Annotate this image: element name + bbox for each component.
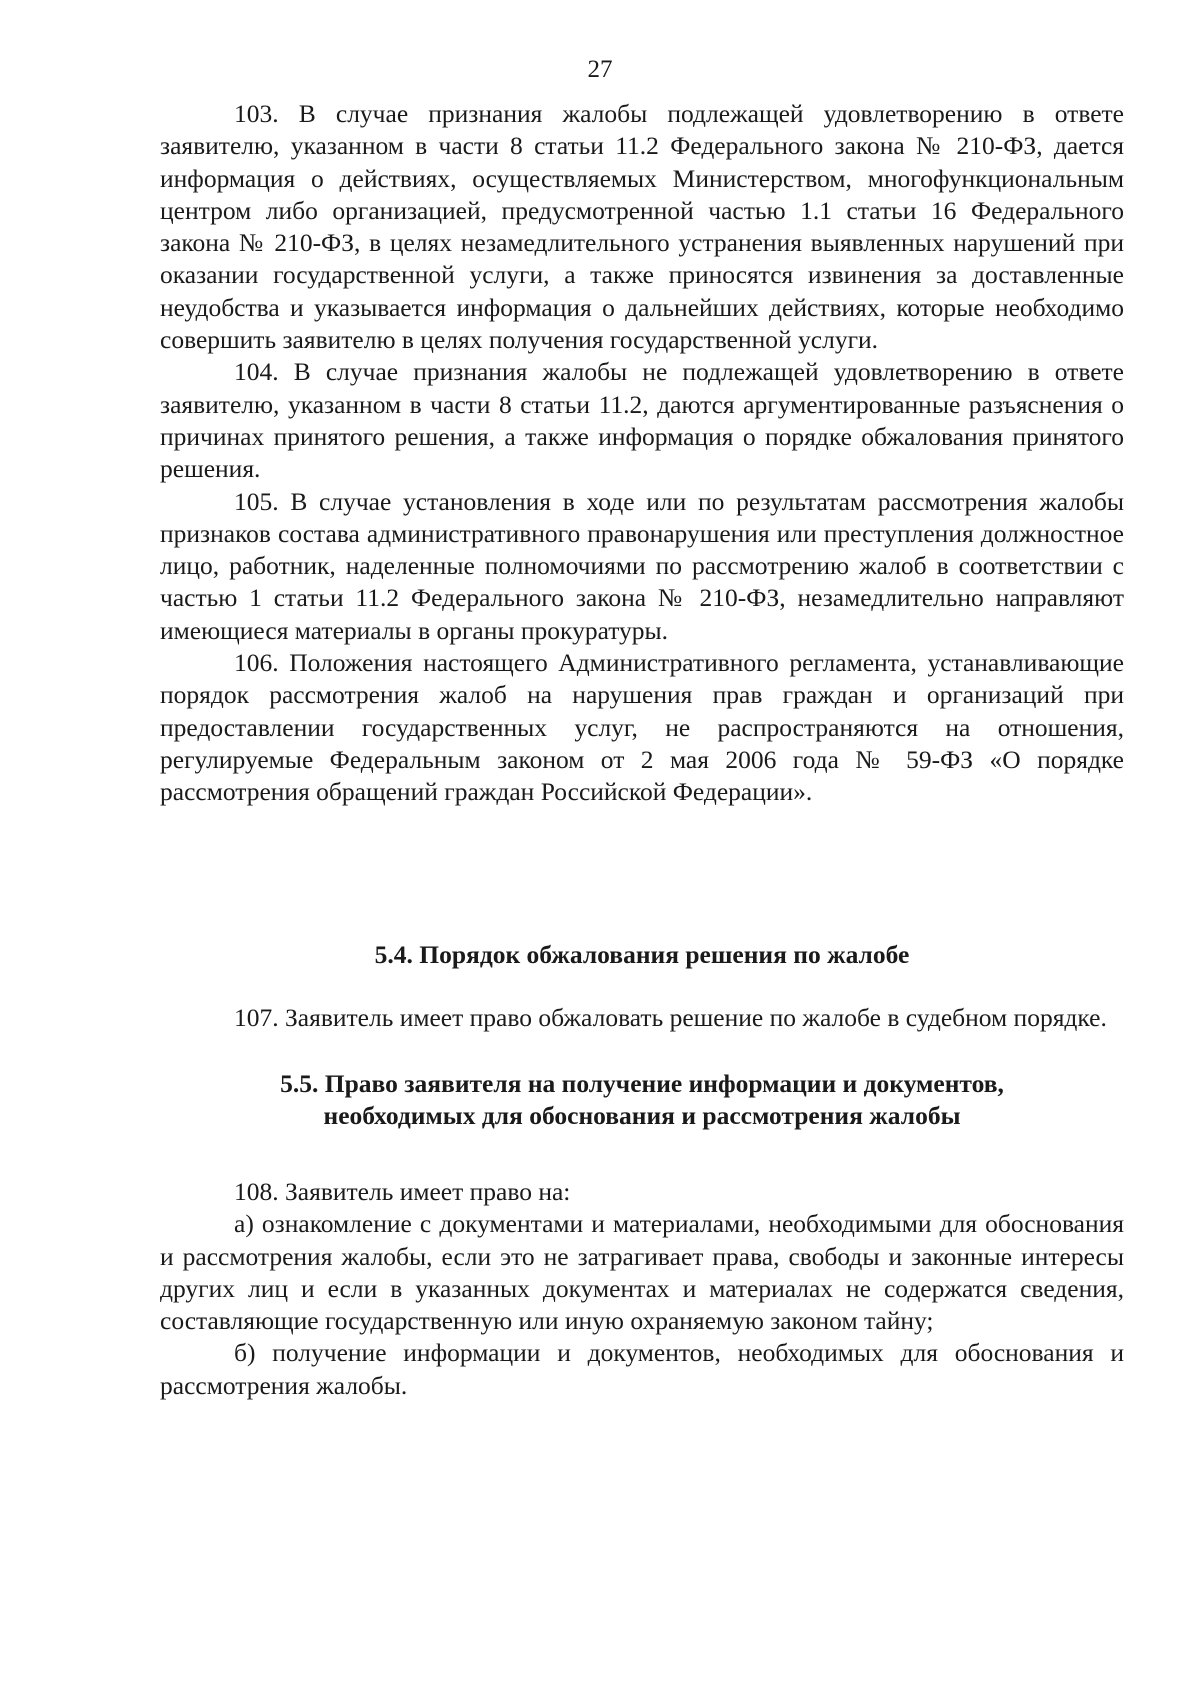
section-5-4-body bbox=[160, 1002, 1124, 1034]
paragraph-108-b: б) получение информации и документов, необходимых для обоснования и рассмотрения жалобы. bbox=[160, 1338, 1124, 1400]
section-5-4-heading: 5.4. Порядок обжалования решения по жалобе bbox=[374, 940, 910, 969]
paragraph-108-a: а) ознакомление с документами и материалами, необходимыми для обоснования и рассмотрения жалобы, если это не затрагивает права, свободы и законные интересы других лиц и если в указанных документах и материалах не содержатся сведения, составляющие государственную или иную охраняемую законом тайну; bbox=[160, 1209, 1124, 1336]
paragraph-105: 105. В случае установления в ходе или по результатам рассмотрения жалобы признаков состава административного правонарушения или преступления должностное лицо, работник, наделенные полномочиями по рассмотрению жалоб в соответствии с частью 1 статьи 11.2 Федерального закона № 210-ФЗ, незамедлительно направляют имеющиеся материалы в органы прокуратуры. bbox=[160, 486, 1124, 645]
section-5-5-heading-block bbox=[160, 1068, 1124, 1133]
section-5-4-heading-block bbox=[160, 939, 1124, 971]
section-5-5-body bbox=[160, 1176, 1124, 1402]
paragraph-103: 103. В случае признания жалобы подлежащей удовлетворению в ответе заявителю, указанном в части 8 статьи 11.2 Федерального закона № 210-ФЗ, дается информация о действиях, осуществляемых Министерством, многофункциональным центром либо организацией, предусмотренной частью 1.1 статьи 16 Федерального закона № 210-ФЗ, в целях незамедлительного устранения выявленных нарушений при оказании государственной услуги, а также приносятся извинения за доставленные неудобства и указывается информация о дальнейших действиях, которые необходимо совершить заявителю в целях получения государственной услуги. bbox=[160, 99, 1124, 355]
paragraph-108: 108. Заявитель имеет право на: bbox=[234, 1177, 571, 1206]
paragraph-107: 107. Заявитель имеет право обжаловать решение по жалобе в судебном порядке. bbox=[234, 1003, 1107, 1032]
paragraph-106: 106. Положения настоящего Административного регламента, устанавливающие порядок рассмотрения жалоб на нарушения прав граждан и организаций при предоставлении государственных услуг, не распространяются на отношения, регулируемые Федеральным законом от 2 мая 2006 года № 59-ФЗ «О порядке рассмотрения обращений граждан Российской Федерации». bbox=[160, 648, 1124, 807]
paragraph-104: 104. В случае признания жалобы не подлежащей удовлетворению в ответе заявителю, указанном в части 8 статьи 11.2, даются аргументированные разъяснения о причинах принятого решения, а также информация о порядке обжалования принятого решения. bbox=[160, 357, 1124, 484]
paragraphs-103-106 bbox=[160, 98, 1124, 809]
page-number: 27 bbox=[587, 56, 613, 83]
section-5-5-heading-line-2: необходимых для обоснования и рассмотрения жалобы bbox=[323, 1101, 961, 1131]
section-5-5-heading-line-1: 5.5. Право заявителя на получение информации и документов, bbox=[280, 1069, 1004, 1098]
